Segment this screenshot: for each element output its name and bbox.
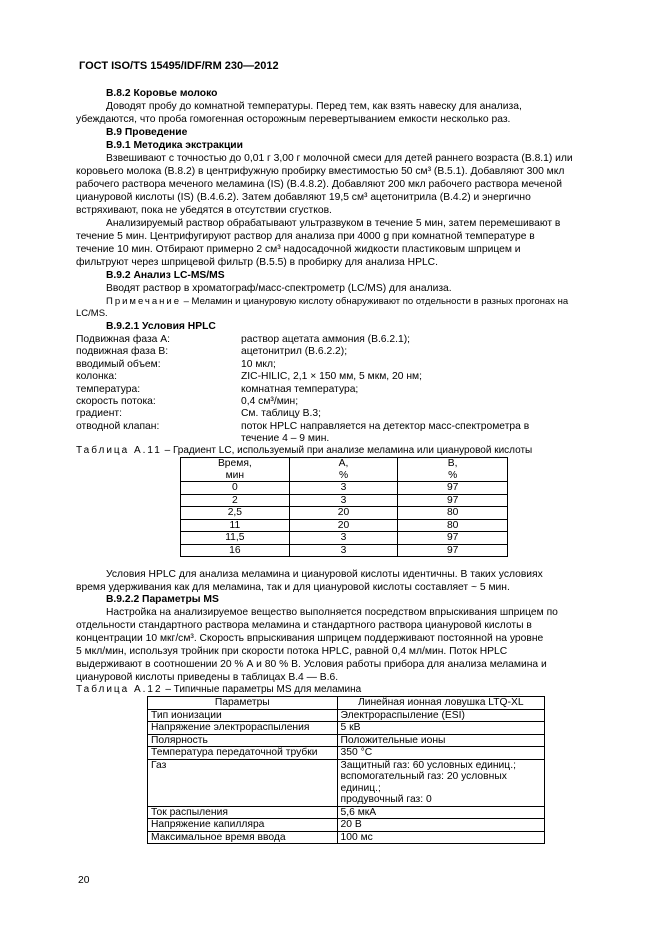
- note-text-cont: LC/MS.: [76, 308, 108, 319]
- text-line: концентрации 10 мкг/см³. Скорость впрыскивания шприцем поддерживают постоянной на уровне: [76, 633, 544, 644]
- value-cell: [337, 759, 544, 806]
- hplc-condition-label: температура:: [76, 383, 141, 395]
- valve-continuation: течение 4 – 9 мин.: [241, 433, 330, 444]
- table-header-row: [148, 697, 545, 710]
- param-cell: Температура передаточной трубки: [148, 747, 338, 760]
- table-header-cell: В, %: [398, 458, 508, 482]
- table-header-cell: Параметры: [148, 697, 338, 710]
- section-b92-title: B.9.2 Анализ LC-MS/MS: [106, 270, 225, 281]
- table-row: [148, 819, 545, 832]
- table-cell: 20: [289, 519, 398, 532]
- table11-caption: [76, 445, 532, 456]
- table-cell: 3: [289, 544, 398, 557]
- text-line: Доводят пробу до комнатной температуры. Перед тем, как взять навеску для анализа,: [106, 101, 522, 112]
- hplc-condition-value: См. таблицу B.3;: [241, 408, 321, 420]
- hplc-condition-label: Подвижная фаза А:: [76, 334, 170, 345]
- table-cell: 97: [398, 494, 508, 507]
- table-cell: 11,5: [181, 532, 290, 545]
- param-cell: Максимальное время ввода: [148, 831, 338, 844]
- value-line: 5,6 мкА: [340, 806, 377, 818]
- table-cell: 2: [181, 494, 290, 507]
- text-line: циануровой кислоты приведены в таблицах B.4 — B.6.: [76, 672, 339, 683]
- page-header: ГОСТ ISO/TS 15495/IDF/RM 230—2012: [79, 60, 279, 72]
- text-line: Анализируемый раствор обрабатывают ультразвуком в течение 5 мин, затем перемешивают в: [106, 218, 561, 229]
- value-line: Положительные ионы: [340, 734, 446, 746]
- table-cell: 2,5: [181, 507, 290, 520]
- note-text: – Меламин и циануровую кислоту обнаруживают по отдельности в разных прогонах на: [181, 296, 569, 307]
- hplc-condition-label: подвижная фаза В:: [76, 346, 169, 358]
- hplc-condition-label: отводной клапан:: [76, 420, 160, 432]
- table-cell: 3: [289, 482, 398, 495]
- text-line: циануровой кислоты (IS) (B.4.6.2). Затем добавляют 19,5 см³ ацетонитрила (B.4.2) и энергично: [76, 192, 531, 203]
- table11: [180, 457, 508, 557]
- section-b922-title: B.9.2.2 Параметры MS: [106, 594, 219, 605]
- param-cell: Газ: [148, 759, 338, 806]
- text-line: 5 мкл/мин, используя тройник при скорости потока HPLC, равной 0,4 мл/мин. Поток HPLC: [76, 646, 508, 657]
- hplc-condition-label: колонка:: [76, 371, 117, 383]
- hplc-condition-value: 0,4 см³/мин;: [241, 396, 299, 407]
- table-cell: 97: [398, 544, 508, 557]
- value-line: Защитный газ: 60 условных единиц.;: [340, 759, 516, 771]
- text-line: Условия HPLC для анализа меламина и циануровой кислоты идентичны. В таких условиях: [106, 569, 543, 580]
- value-cell: [337, 819, 544, 832]
- hplc-condition-value: ZIC-HILIC, 2,1 × 150 мм, 5 мкм, 20 нм;: [241, 371, 422, 383]
- table-row: [148, 831, 545, 844]
- text-line: течение 10 мин. Отбирают примерно 2 см³ надосадочной жидкости пластиковым шприцем и: [76, 244, 521, 255]
- table-cell: 20: [289, 507, 398, 520]
- value-cell: [337, 747, 544, 760]
- value-cell: [337, 709, 544, 722]
- table-cell: 80: [398, 507, 508, 520]
- table-header-cell: Линейная ионная ловушка LTQ-XL: [337, 697, 544, 710]
- section-b9-title: B.9 Проведение: [106, 127, 188, 138]
- table-cell: 3: [289, 532, 398, 545]
- hplc-condition-value: 10 мкл;: [241, 358, 276, 370]
- hplc-condition-value: поток HPLC направляется на детектор масс-спектрометра в: [241, 420, 530, 432]
- table-row: [148, 722, 545, 735]
- text-line: время удерживания как для меламина, так и для циануровой кислоты составляет ~ 5 мин.: [76, 582, 510, 593]
- hplc-condition-value: комнатная температура;: [241, 383, 359, 395]
- page-number: 20: [78, 875, 90, 886]
- table-row: [181, 482, 508, 495]
- param-cell: Ток распыления: [148, 806, 338, 819]
- value-cell: [337, 806, 544, 819]
- text-line: Настройка на анализируемое вещество выполняется посредством впрыскивания шприцем по: [106, 607, 558, 618]
- section-b91-title: B.9.1 Методика экстракции: [106, 140, 243, 151]
- table12: [147, 696, 545, 844]
- value-line: 100 мс: [340, 831, 373, 843]
- table-row: [181, 519, 508, 532]
- value-line: 20 В: [340, 819, 362, 830]
- text-line: коровьего молока (B.8.2) в центрифужную пробирку вместимостью 50 см³ (B.5.1). Добавляют 300 мкл: [76, 166, 565, 177]
- note: [106, 296, 568, 307]
- text-line: Взвешивают с точностью до 0,01 г 3,00 г молочной смеси для детей раннего возраста (B.8.1) или: [106, 153, 573, 164]
- table-cell: 16: [181, 544, 290, 557]
- table11-caption-label: Таблица А.11: [76, 445, 162, 456]
- value-cell: [337, 734, 544, 747]
- param-cell: Напряжение электрораспыления: [148, 722, 338, 735]
- table-row: [181, 494, 508, 507]
- text-line: выдерживают в соотношении 20 % А и 80 % В. Условия работы прибора для анализа меламина и: [76, 659, 547, 670]
- table-cell: 97: [398, 482, 508, 495]
- text-line: Вводят раствор в хроматограф/масс-спектрометр (LC/MS) для анализа.: [106, 283, 452, 294]
- table-cell: 0: [181, 482, 290, 495]
- param-cell: Полярность: [148, 734, 338, 747]
- hplc-condition-value: ацетонитрил (B.6.2.2);: [241, 346, 348, 358]
- hplc-condition-label: вводимый объем:: [76, 358, 161, 370]
- value-line: 5 кВ: [340, 722, 361, 733]
- table-header-row: [181, 458, 508, 482]
- param-cell: Тип ионизации: [148, 709, 338, 722]
- table-row: [181, 544, 508, 557]
- table11-caption-text: – Градиент LC, используемый при анализе меламина или циануровой кислоты: [161, 445, 533, 456]
- hplc-condition-label: градиент:: [76, 408, 122, 420]
- table-row: [148, 709, 545, 722]
- table-row: [148, 759, 545, 806]
- table-cell: 11: [181, 519, 290, 532]
- value-cell: [337, 831, 544, 844]
- note-label: Примечание: [106, 296, 181, 307]
- text-line: рабочего раствора меченого меламина (IS) (B.4.8.2). Добавляют 200 мкл рабочего раствора меченой: [76, 179, 563, 190]
- table-row: [148, 734, 545, 747]
- table-header-cell: А, %: [289, 458, 398, 482]
- table-row: [148, 747, 545, 760]
- value-line: вспомогательный газ: 20 условных: [340, 771, 507, 782]
- value-line: продувочный газ: 0: [340, 794, 432, 805]
- table12-caption: [76, 684, 361, 695]
- hplc-condition-value: раствор ацетата аммония (B.6.2.1);: [241, 334, 411, 345]
- table-cell: 80: [398, 519, 508, 532]
- value-line: Электрораспыление (ESI): [340, 709, 465, 721]
- table12-caption-text: – Типичные параметры MS для меламина: [162, 684, 362, 695]
- table-cell: 3: [289, 494, 398, 507]
- table12-caption-label: Таблица А.12: [76, 684, 163, 695]
- section-b82-title: B.8.2 Коровье молоко: [106, 88, 218, 99]
- text-line: течение 5 мин. Центрифугируют раствор для анализа при 4000 g при комнатной температуре в: [76, 231, 535, 242]
- table-header-cell: Время, мин: [181, 458, 290, 482]
- section-b921-title: B.9.2.1 Условия HPLC: [106, 321, 216, 332]
- table-row: [181, 532, 508, 545]
- text-line: фильтруют через шприцевой фильтр (B.5.5) в пробирку для анализа HPLC.: [76, 257, 438, 268]
- table-cell: 97: [398, 532, 508, 545]
- text-line: встряхивают, пока не убедятся в отсутствии сгустков.: [76, 205, 332, 216]
- value-line: 350 °C: [340, 747, 373, 758]
- hplc-condition-label: скорость потока:: [76, 396, 156, 407]
- param-cell: Напряжение капилляра: [148, 819, 338, 832]
- text-line: отдельности стандартного раствора меламина и стандартного раствора циануровой кислоты в: [76, 620, 532, 631]
- value-line: единиц.;: [340, 782, 381, 794]
- text-line: убеждаются, что проба гомогенная осторожным перевертыванием емкости несколько раз.: [76, 114, 511, 125]
- value-cell: [337, 722, 544, 735]
- table-row: [148, 806, 545, 819]
- table-row: [181, 507, 508, 520]
